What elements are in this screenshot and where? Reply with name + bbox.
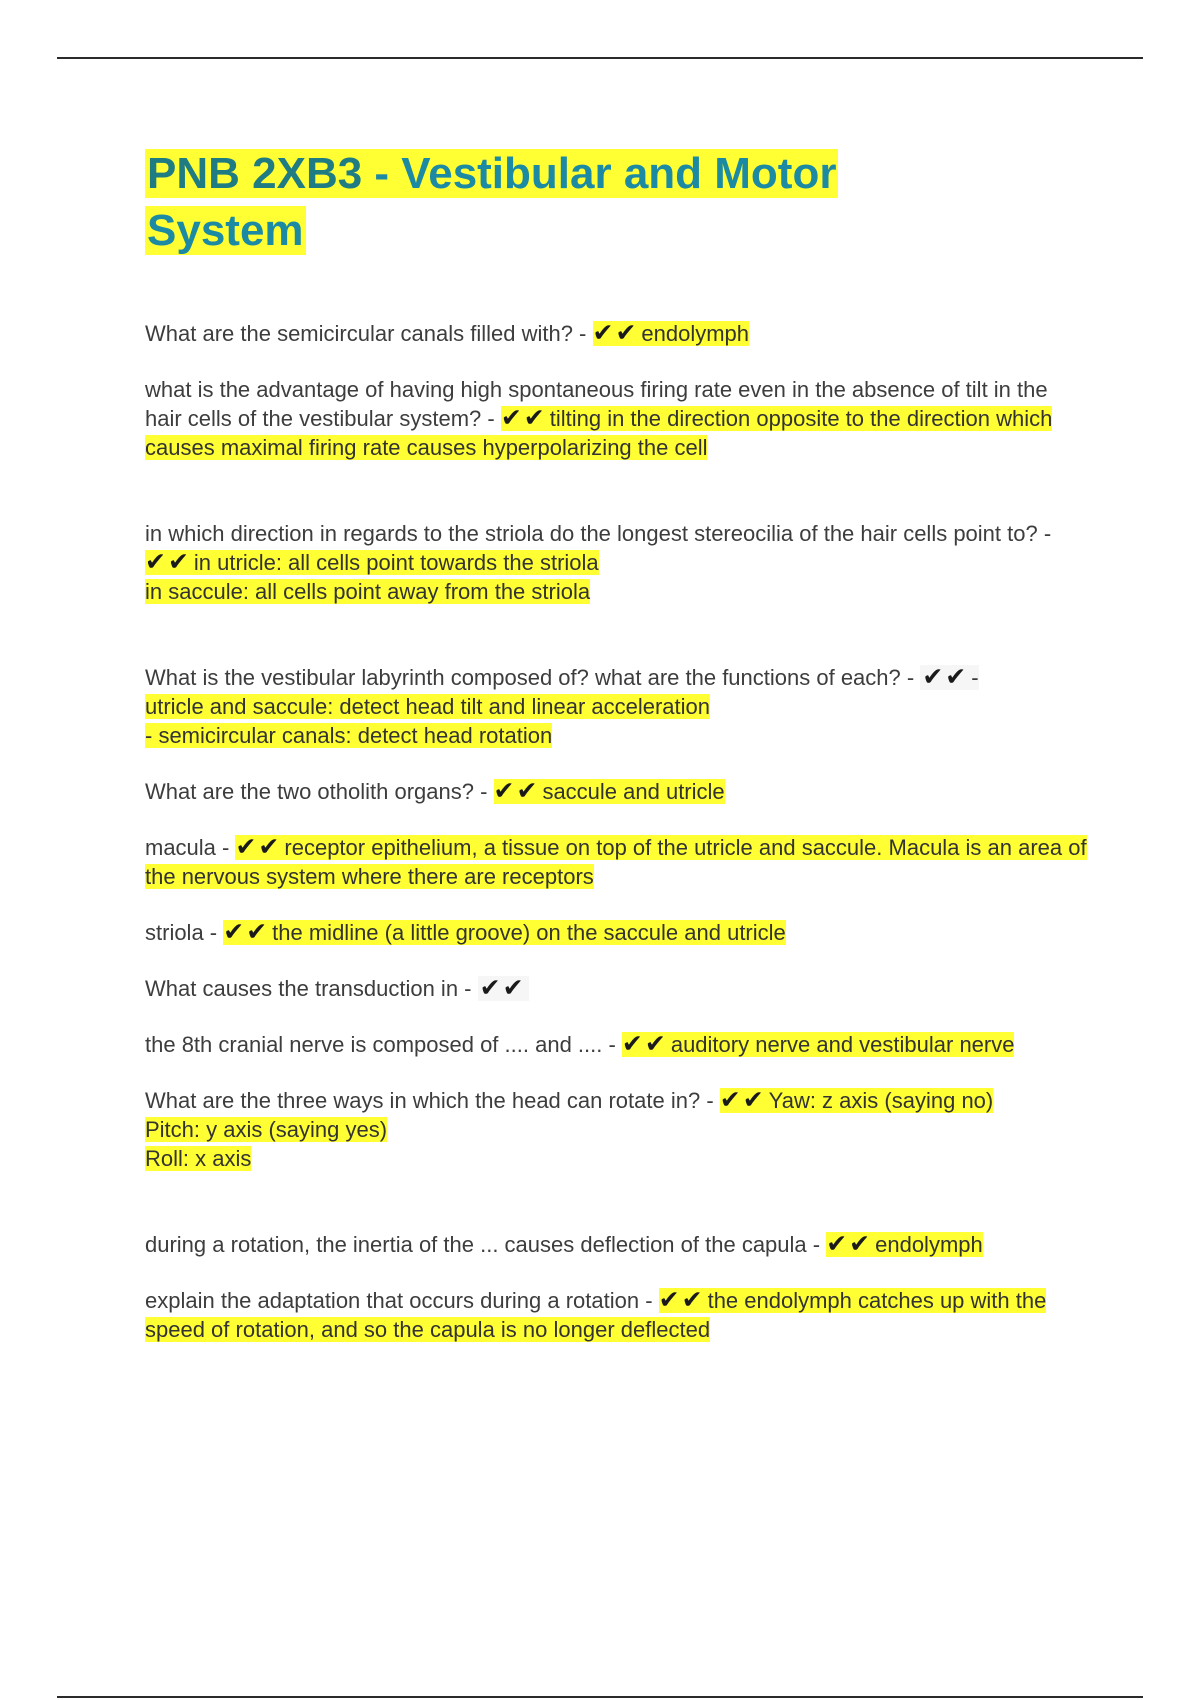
question-text: What are the two otholith organs? -	[145, 779, 494, 804]
double-check-icon: ✔✔	[621, 1030, 668, 1058]
answer-dash: -	[971, 665, 979, 690]
flashcard-item	[145, 319, 1090, 348]
flashcard-item	[145, 519, 1090, 606]
double-check-icon: ✔✔	[479, 974, 526, 1002]
question-text: What are the semicircular canals filled with? -	[145, 321, 593, 346]
course-code: PNB 2XB3	[147, 149, 363, 198]
question-text: What are the three ways in which the head can rotate in? -	[145, 1088, 720, 1113]
answer-text: in saccule: all cells point away from the striola	[145, 579, 591, 604]
flashcard-item	[145, 777, 1090, 806]
document-title	[145, 145, 985, 259]
double-check-icon: ✔✔	[592, 319, 639, 347]
double-check-icon: ✔✔	[235, 833, 282, 861]
answer-text: - semicircular canals: detect head rotation	[145, 723, 553, 748]
flashcard-item	[145, 1286, 1090, 1344]
flashcard-item	[145, 1086, 1090, 1173]
double-check-icon: ✔✔	[826, 1230, 873, 1258]
question-text: What is the vestibular labyrinth composed of? what are the functions of each? -	[145, 665, 921, 690]
question-text: what is the advantage of having high spontaneous firing rate even in the absence of tilt in the hair cells of the vestibular system? -	[145, 377, 1048, 431]
double-check-icon: ✔✔	[500, 404, 547, 432]
title-separator: -	[362, 149, 402, 198]
question-text: the 8th cranial nerve is composed of .... and .... -	[145, 1032, 622, 1057]
answer-text: tilting in the direction opposite to the direction which causes maximal firing rate causes hyperpolarizing the cell	[145, 406, 1053, 460]
double-check-icon: ✔✔	[493, 777, 540, 805]
answer-text: saccule and utricle	[542, 779, 725, 804]
answer-text: receptor epithelium, a tissue on top of the utricle and saccule. Macula is an area of the nervous system where there are receptors	[145, 835, 1087, 889]
flashcard-item	[145, 918, 1090, 947]
answer-text: Roll: x axis	[145, 1146, 252, 1171]
flashcard-item	[145, 375, 1090, 462]
answer-text: the endolymph catches up with the speed of rotation, and so the capula is no longer deflected	[145, 1288, 1047, 1342]
answer-text: the midline (a little groove) on the saccule and utricle	[272, 920, 786, 945]
answer-text: Yaw: z axis (saying no)	[768, 1088, 994, 1113]
flashcard-item	[145, 1230, 1090, 1259]
answer-text: endolymph	[641, 321, 750, 346]
question-text: explain the adaptation that occurs during a rotation -	[145, 1288, 659, 1313]
flashcard-item	[145, 974, 1090, 1003]
top-rule	[57, 57, 1143, 59]
title-text: Vestibular and Motor System	[147, 149, 837, 255]
document-body	[145, 145, 1090, 1371]
question-text: What causes the transduction in -	[145, 976, 478, 1001]
double-check-icon: ✔✔	[145, 548, 191, 576]
question-text: during a rotation, the inertia of the ... causes deflection of the capula -	[145, 1232, 827, 1257]
flashcard-item	[145, 833, 1090, 891]
answer-text: endolymph	[875, 1232, 983, 1257]
answer-text: utricle and saccule: detect head tilt and linear acceleration	[145, 694, 711, 719]
flashcard-item	[145, 663, 1090, 750]
double-check-icon: ✔✔	[922, 663, 969, 691]
answer-text: auditory nerve and vestibular nerve	[670, 1032, 1015, 1057]
question-text: in which direction in regards to the striola do the longest stereocilia of the hair cells point to? -	[145, 521, 1052, 546]
answer-text: in utricle: all cells point towards the striola	[193, 550, 599, 575]
flashcard-item	[145, 1030, 1090, 1059]
double-check-icon: ✔✔	[719, 1086, 766, 1114]
double-check-icon: ✔✔	[658, 1286, 705, 1314]
answer-text: Pitch: y axis (saying yes)	[145, 1117, 388, 1142]
double-check-icon: ✔✔	[223, 918, 270, 946]
bottom-rule	[57, 1696, 1143, 1698]
question-text: macula -	[145, 835, 236, 860]
question-text: striola -	[145, 920, 224, 945]
